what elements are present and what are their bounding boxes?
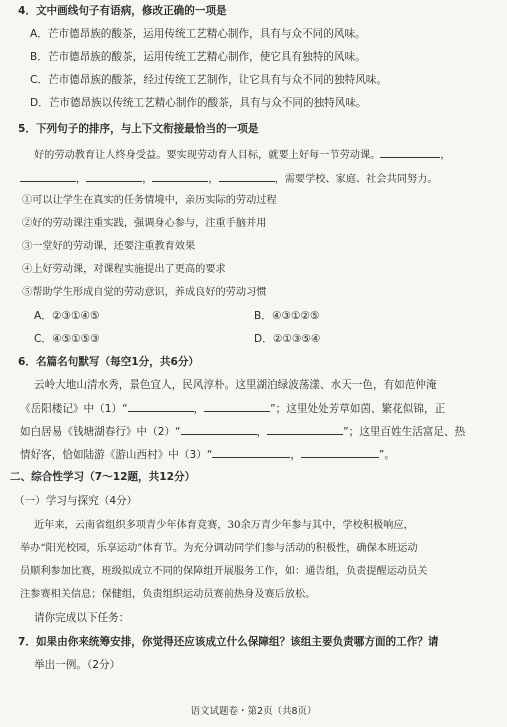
q5-passage-line1: 好的劳动教育让人终身受益。要实现劳动育人目标，就要上好每一节劳动课。 ， (34, 147, 451, 163)
section2-task: 请你完成以下任务： (34, 612, 130, 624)
q5-blank-3 (86, 171, 142, 182)
section2-para2: 举办“阳光校园，乐享运动”体育节。为充分调动同学们参与活动的积极性，确保本班运动 (20, 543, 418, 554)
q5-option-c: C．④⑤①⑤③ (34, 333, 100, 345)
q6-blank-2 (204, 401, 270, 412)
section2-para4: 注参赛相关信息；保健组，负责组织运动员赛前热身及赛后放松。 (20, 589, 316, 600)
section2-para1: 近年来，云南省组织多项青少年体育竞赛，30余万青少年参与其中，学校积极响应， (34, 520, 414, 531)
q6-line4-b: ”。 (378, 449, 396, 461)
q5-option-b: B．④③①②⑤ (254, 310, 320, 322)
q5-option-a: A．②③①④⑤ (34, 310, 100, 322)
q4-option-d: D．芒市德昂族以传统工艺精心制作的酸茶，具有与众不同的独特风味。 (30, 97, 367, 109)
q5-option-d: D．②①③⑤④ (254, 333, 321, 345)
q6-line3 (20, 424, 465, 439)
q6-blank-6 (301, 447, 379, 458)
q5-stem: 5．下列句子的排序，与上下文衔接最恰当的一项是 (18, 123, 259, 135)
q4-option-c: C．芒市德昂族的酸茶，经过传统工艺制作，让它具有与众不同的独特风味。 (30, 74, 387, 86)
q6-line2 (20, 401, 445, 416)
q6-line4-a: 情好客，恰如陆游《游山西村》中（3）“ (20, 449, 213, 461)
page-footer: 语文试题卷・第2页（共8页） (190, 706, 317, 717)
q5-item-3: ③一堂好的劳动课，还要注重教育效果 (22, 241, 196, 252)
q6-stem: 6．名篇名句默写（每空1分，共6分） (18, 356, 200, 368)
section2-subtitle: （一）学习与探究（4分） (14, 495, 138, 507)
q5-blank-4 (152, 171, 208, 182)
q5-item-5: ⑤帮助学生形成自觉的劳动意识，养成良好的劳动习惯 (22, 287, 267, 298)
q5-passage-suffix: ，需要学校、家庭、社会共同努力。 (274, 174, 438, 185)
q6-blank-1 (128, 401, 194, 412)
q5-passage-text: 好的劳动教育让人终身受益。要实现劳动育人目标，就要上好每一节劳动课。 (34, 150, 381, 161)
q5-item-4: ④上好劳动课，对课程实施提出了更高的要求 (22, 264, 226, 275)
q6-line3-a: 如白居易《钱塘湖春行》中（2）“ (20, 426, 181, 438)
q6-line2-b: ， (193, 403, 205, 415)
q5-blank-5 (219, 171, 275, 182)
q5-item-1: ①可以让学生在真实的任务情境中，亲历实际的劳动过程 (22, 195, 277, 206)
q6-blank-5 (212, 447, 290, 458)
q6-blank-3 (181, 424, 257, 435)
q6-blank-4 (267, 424, 343, 435)
q5-passage-line2: ， ， ， ，需要学校、家庭、社会共同努力。 (20, 171, 438, 187)
q6-line3-b: ， (256, 426, 268, 438)
q6-line4: 情好客，恰如陆游《游山西村》中（3）“ ， ”。 (20, 449, 396, 461)
q6-line1: 云岭大地山清水秀，景色宜人，民风淳朴。这里湖泊绿波荡漾、水天一色，有如范仲淹 (34, 379, 437, 391)
section2-para3: 员顺利参加比赛，班级拟成立不同的保障组开展服务工作，如：通告组，负责提醒运动员关 (20, 566, 428, 577)
q7-line2: 举出一例。（2分） (34, 659, 121, 671)
q7-line1: 7．如果由你来统筹安排，你觉得还应该成立什么保障组？该组主要负责哪方面的工作？请 (18, 636, 439, 648)
q5-blank-1 (380, 147, 440, 158)
q6-line2-c: ”；这里处处芳草如茵、繁花似锦，正 (270, 403, 446, 415)
q4-stem: 4．文中画线句子有语病，修改正确的一项是 (18, 5, 227, 17)
q5-blank-2 (20, 171, 76, 182)
q4-option-b: B．芒市德昂族的酸茶，运用传统工艺精心制作，使它具有独特的风味。 (30, 51, 366, 63)
q6-line3-c: ”；这里百姓生活富足、热 (343, 426, 466, 438)
q6-line2-a: 《岳阳楼记》中（1）“ (20, 403, 128, 415)
q5-item-2: ②好的劳动课注重实践，强调身心参与，注重手脑并用 (22, 218, 267, 229)
q4-option-a: A．芒市德昂族的酸茶，运用传统工艺精心制作，具有与众不同的风味。 (30, 28, 366, 40)
section2-title: 二、综合性学习（7～12题，共12分） (10, 471, 196, 483)
